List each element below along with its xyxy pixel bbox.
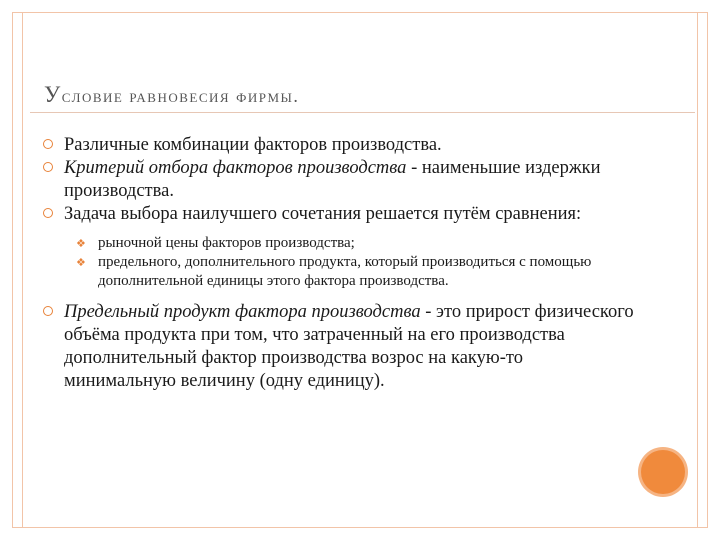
bullet-text: Задача выбора наилучшего сочетания решается путём сравнения: bbox=[64, 204, 582, 224]
bullet-list bbox=[44, 134, 634, 393]
orange-circle-icon bbox=[641, 450, 685, 494]
ring-bullet-icon bbox=[43, 139, 53, 149]
bullet-text: - это прирост физического объёма продукта при том, что затраченный на его производства дополнительный фактор производства возрос на какую-то минимальную величину (одну единицу). bbox=[64, 302, 634, 391]
diamond-bullet-icon bbox=[76, 256, 85, 268]
bullet-item bbox=[44, 301, 634, 393]
title-rest: словие равновесия фирмы. bbox=[61, 86, 300, 106]
bullet-item bbox=[44, 203, 634, 291]
ring-bullet-icon bbox=[43, 306, 53, 316]
bullet-term: Критерий отбора факторов производства bbox=[64, 158, 407, 178]
frame-right-line bbox=[697, 12, 698, 528]
bullet-text: Различные комбинации факторов производства. bbox=[64, 135, 442, 155]
sub-bullet-text: рыночной цены факторов производства; bbox=[98, 235, 355, 251]
bullet-term: Предельный продукт фактора производства bbox=[64, 302, 421, 322]
bullet-item bbox=[44, 157, 634, 203]
frame-left-line bbox=[22, 12, 23, 528]
sub-bullet-list bbox=[64, 234, 634, 291]
diamond-bullet-icon bbox=[76, 237, 85, 249]
ring-bullet-icon bbox=[43, 208, 53, 218]
title-divider bbox=[30, 112, 695, 113]
title-initial: У bbox=[44, 82, 62, 107]
sub-bullet-item bbox=[76, 253, 634, 291]
sub-bullet-item bbox=[76, 234, 634, 253]
sub-bullet-text: предельного, дополнительного продукта, который производиться с помощью дополнительной единицы этого фактора производства. bbox=[98, 254, 592, 289]
bullet-text: - наименьшие издержки производства. bbox=[64, 158, 601, 201]
bullet-item bbox=[44, 134, 634, 157]
ring-bullet-icon bbox=[43, 162, 53, 172]
slide-title bbox=[44, 82, 299, 108]
